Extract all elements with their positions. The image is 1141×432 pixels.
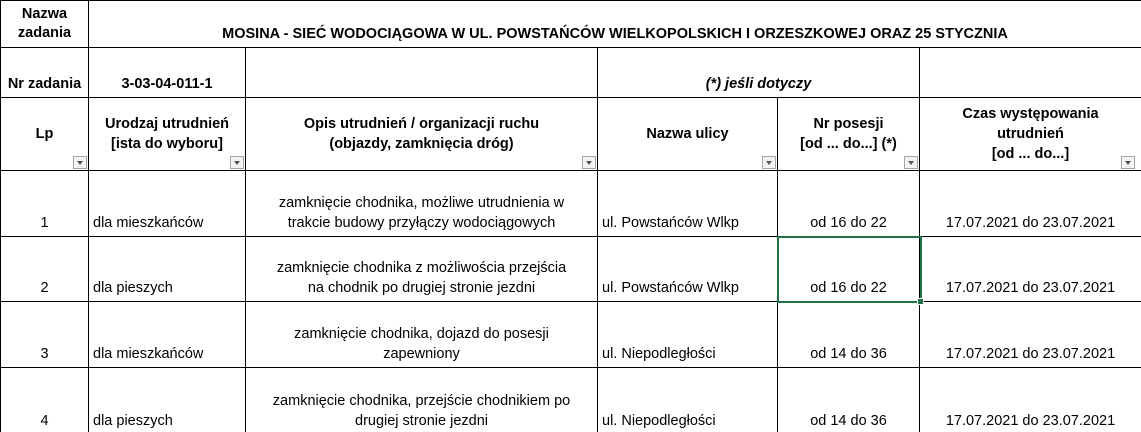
row-3-lp[interactable] [0,302,89,368]
row-4-desc[interactable] [246,368,598,432]
header-time[interactable] [920,98,1141,171]
row-2-street[interactable] [598,237,778,302]
table-cell: dla mieszkańców [93,346,204,362]
header-desc[interactable] [246,98,598,171]
header-type-line1: Urodzaj utrudnień [104,116,230,132]
header-street-label: Nazwa ulicy [646,126,729,142]
header-lp[interactable] [0,98,89,171]
table-cell: zamknięcie chodnika z możliwościa przejścia [276,260,567,276]
row-2-desc[interactable] [246,237,598,302]
row-4-lp[interactable] [0,368,89,432]
row-4-time[interactable] [920,368,1141,432]
table-cell: 17.07.2021 do 23.07.2021 [945,215,1116,231]
table-cell: ul. Niepodległości [602,413,716,429]
table-cell: 4 [40,413,49,429]
table-cell: od 16 do 22 [810,280,887,296]
header-time-line2: utrudnień [997,126,1064,142]
header-time-line3: [od ... do...] [991,146,1070,162]
table-cell: ul. Powstańców Wlkp [602,280,739,296]
table-cell: dla pieszych [93,280,173,296]
table-cell: zamknięcie chodnika, dojazd do posesji [294,326,549,342]
table-cell: ul. Powstańców Wlkp [602,215,739,231]
table-cell: 3 [40,346,49,362]
filter-dropdown-button[interactable] [582,156,596,169]
header-plot-line2: [od ... do...] (*) [800,136,897,152]
row-1-time[interactable] [920,171,1141,237]
chevron-down-icon [77,161,83,165]
row-4-street[interactable] [598,368,778,432]
table-cell: 17.07.2021 do 23.07.2021 [945,280,1116,296]
row-2-time[interactable] [920,237,1141,302]
row-2-plot[interactable] [778,237,920,302]
task-name-label-cell[interactable] [0,0,89,48]
table-cell: 1 [40,215,49,231]
filter-dropdown-button[interactable] [762,156,776,169]
empty-cell[interactable] [246,48,598,98]
filter-dropdown-button[interactable] [1121,156,1135,169]
task-no-label-cell[interactable] [0,48,89,98]
table-cell: zapewniony [383,346,460,362]
table-cell: od 14 do 36 [810,413,887,429]
filter-dropdown-button[interactable] [230,156,244,169]
chevron-down-icon [586,161,592,165]
table-cell: drugiej stronie jezdni [355,413,488,429]
row-3-desc[interactable] [246,302,598,368]
row-3-street[interactable] [598,302,778,368]
table-cell: od 16 do 22 [810,215,887,231]
row-1-lp[interactable] [0,171,89,237]
chevron-down-icon [234,161,240,165]
table-cell: 2 [40,280,49,296]
header-lp-label: Lp [35,126,54,142]
table-cell: zamknięcie chodnika, możliwe utrudnienia w [278,195,565,211]
chevron-down-icon [1125,161,1131,165]
task-name: MOSINA - SIEĆ WODOCIĄGOWA W UL. POWSTAŃCÓW WIELKOPOLSKICH I ORZESZKOWEJ ORAZ 25 STYCZNIA [222,26,1008,42]
row-3-plot[interactable] [778,302,920,368]
filter-dropdown-button[interactable] [904,156,918,169]
task-name-label: Nazwa zadania [17,6,72,41]
table-cell: zamknięcie chodnika, przejście chodnikiem po [272,393,571,409]
task-no-cell[interactable] [89,48,246,98]
row-1-plot[interactable] [778,171,920,237]
note-cell[interactable] [598,48,920,98]
note-text: (*) jeśli dotyczy [705,76,812,92]
header-type-line2: [ista do wyboru] [111,136,223,152]
table-cell: 17.07.2021 do 23.07.2021 [945,346,1116,362]
header-type[interactable] [89,98,246,171]
task-no: 3-03-04-011-1 [121,76,213,92]
chevron-down-icon [908,161,914,165]
empty-cell[interactable] [920,48,1141,98]
chevron-down-icon [766,161,772,165]
row-3-time[interactable] [920,302,1141,368]
table-cell: 17.07.2021 do 23.07.2021 [945,413,1116,429]
task-no-label: Nr zadania [7,76,82,92]
row-2-type[interactable] [89,237,246,302]
header-plot-line1: Nr posesji [813,116,884,132]
header-time-line1: Czas występowania [962,106,1099,122]
header-plot[interactable] [778,98,920,171]
table-cell: od 14 do 36 [810,346,887,362]
row-1-type[interactable] [89,171,246,237]
table-cell: trakcie budowy przyłączy wodociągowych [287,215,556,231]
header-desc-line2: (objazdy, zamknięcia dróg) [329,136,514,152]
row-1-desc[interactable] [246,171,598,237]
table-cell: ul. Niepodległości [602,346,716,362]
table-cell: na chodnik po drugiej stronie jezdni [307,280,536,296]
table-cell: dla pieszych [93,413,173,429]
row-2-lp[interactable] [0,237,89,302]
row-1-street[interactable] [598,171,778,237]
task-name-cell[interactable] [89,0,1141,48]
filter-dropdown-button[interactable] [73,156,87,169]
row-3-type[interactable] [89,302,246,368]
header-street[interactable] [598,98,778,171]
table-cell: dla mieszkańców [93,215,204,231]
header-desc-line1: Opis utrudnień / organizacji ruchu [303,116,540,132]
row-4-type[interactable] [89,368,246,432]
fill-handle[interactable] [917,298,924,305]
row-4-plot[interactable] [778,368,920,432]
